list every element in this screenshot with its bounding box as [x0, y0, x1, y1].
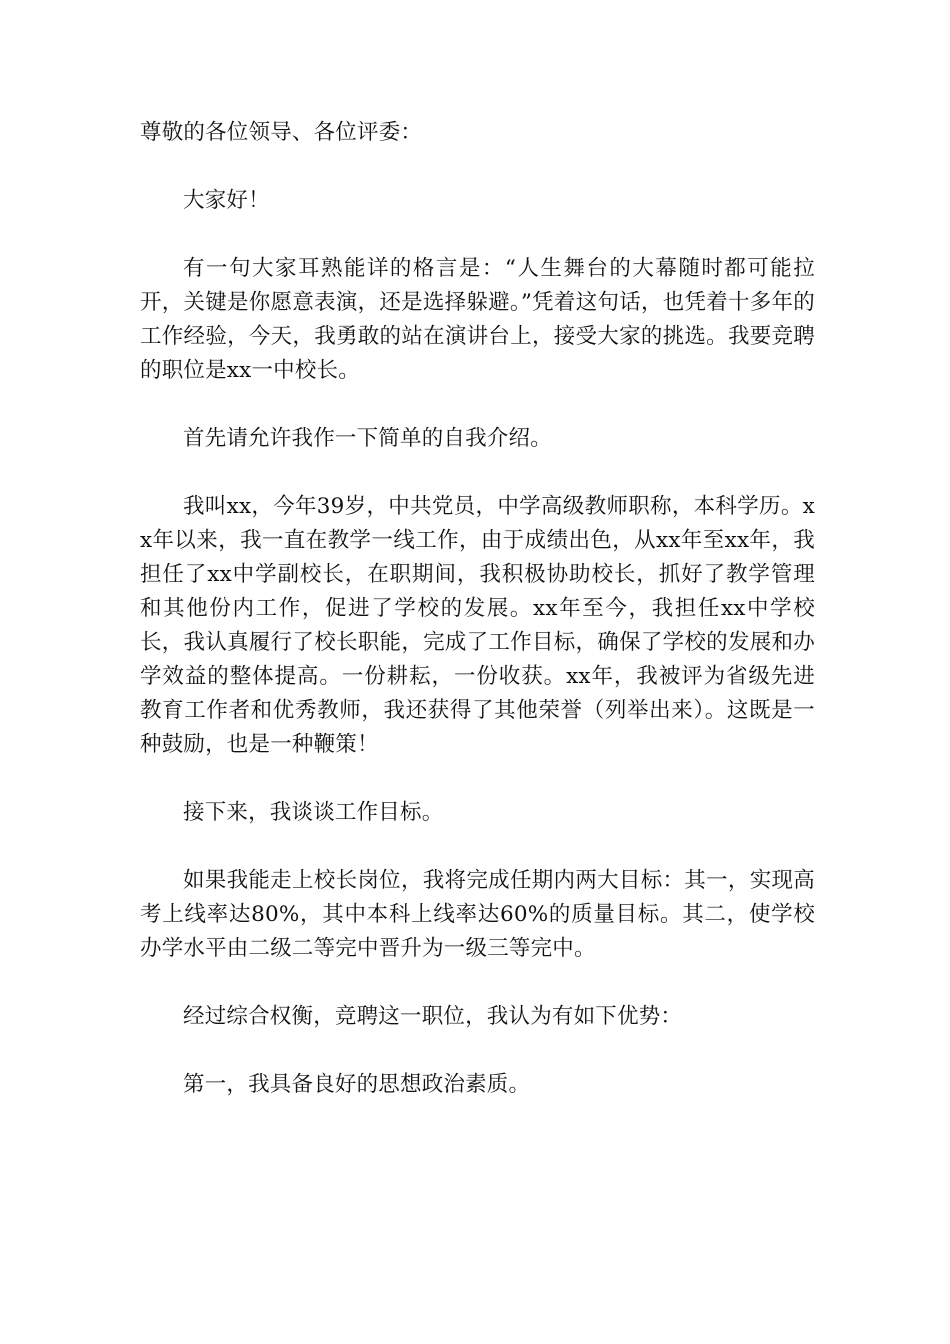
speech-body: [140, 116, 815, 1102]
salutation: 尊敬的各位领导、各位评委：: [140, 120, 423, 145]
paragraph-advantages-intro: 经过综合权衡，竞聘这一职位，我认为有如下优势：: [183, 1004, 683, 1029]
paragraph-advantage-first: 第一，我具备良好的思想政治素质。: [183, 1072, 531, 1097]
paragraph-intro-request: 首先请允许我作一下简单的自我介绍。: [183, 426, 552, 451]
greeting: 大家好！: [183, 188, 270, 213]
paragraph-goals: 如果我能走上校长岗位，我将完成任期内两大目标：其一，实现高考上线率达80%，其中本科上线率达60%的质量目标。其二，使学校办学水平由二级二等完中晋升为一级三等完中。: [140, 868, 815, 961]
paragraph-motto: 有一句大家耳熟能详的格言是：“人生舞台的大幕随时都可能拉开，关键是你愿意表演，还是选择躲避。”凭着这句话，也凭着十多年的工作经验，今天，我勇敢的站在演讲台上，接受大家的挑选。我要竞聘的职位是xx一中校长。: [140, 256, 815, 383]
paragraph-self-introduction: 我叫xx，今年39岁，中共党员，中学高级教师职称，本科学历。xx年以来，我一直在教学一线工作，由于成绩出色，从xx年至xx年，我担任了xx中学副校长，在职期间，我积极协助校长，抓好了教学管理和其他份内工作，促进了学校的发展。xx年至今，我担任xx中学校长，我认真履行了校长职能，完成了工作目标，确保了学校的发展和办学效益的整体提高。一份耕耘，一份收获。xx年，我被评为省级先进教育工作者和优秀教师，我还获得了其他荣誉（列举出来）。这既是一种鼓励，也是一种鞭策！: [140, 494, 815, 757]
paragraph-goals-heading: 接下来，我谈谈工作目标。: [183, 800, 444, 825]
